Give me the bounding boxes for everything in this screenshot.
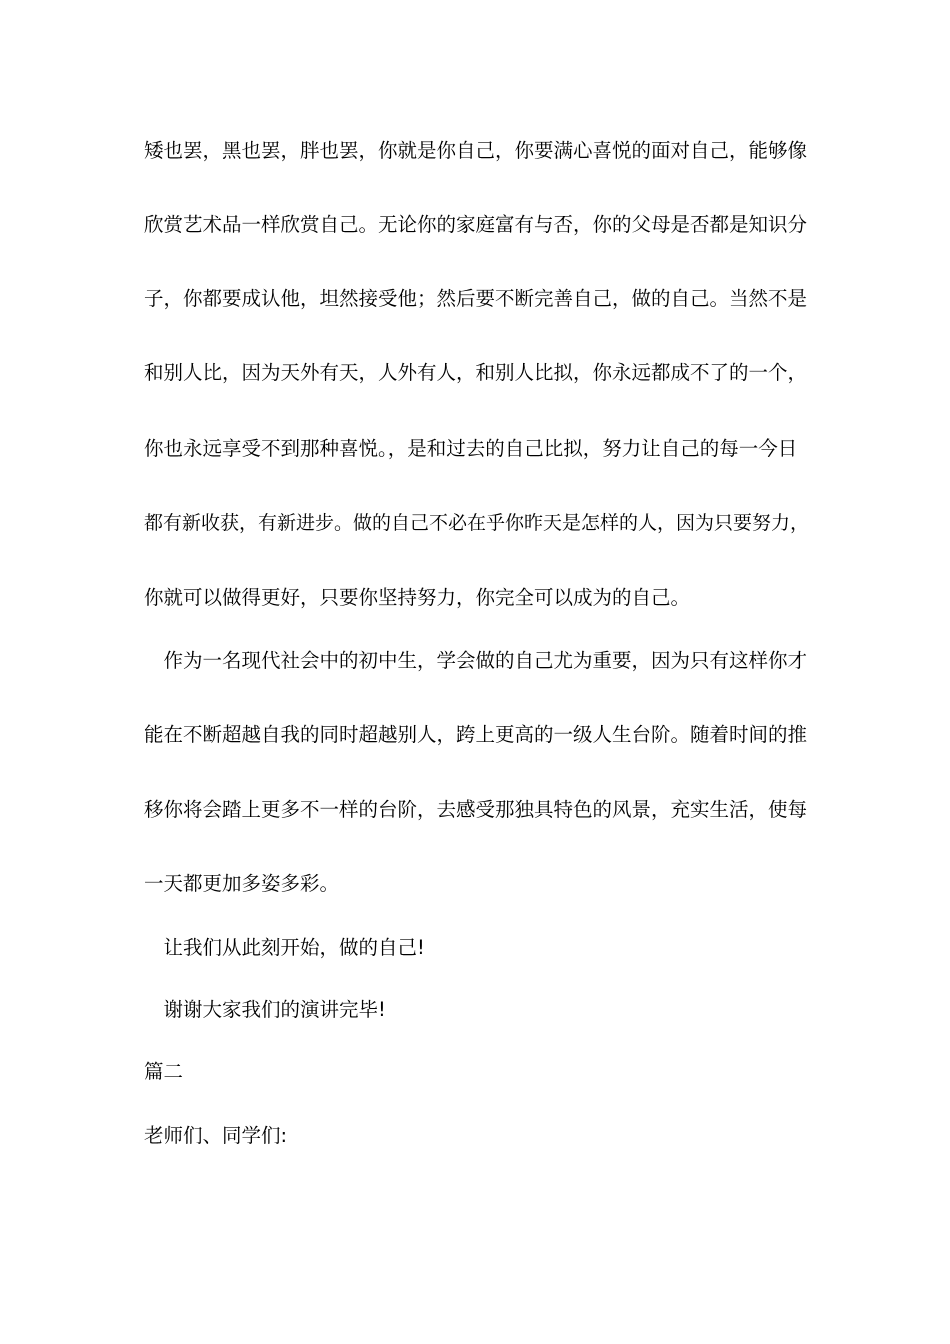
paragraph-line: 谢谢大家我们的演讲完毕!	[144, 998, 386, 1021]
paragraph-line: 你也永远享受不到那种喜悦。，是和过去的自己比拟，努力让自己的每一今日	[144, 437, 798, 460]
paragraph-line: 一天都更加多姿多彩。	[144, 872, 340, 895]
paragraph-line: 矮也罢，黑也罢，胖也罢，你就是你自己，你要满心喜悦的面对自己，能够像	[144, 139, 808, 162]
section-heading: 篇二	[144, 1060, 184, 1083]
salutation-line: 老师们、同学们:	[144, 1124, 288, 1147]
paragraph-line: 作为一名现代社会中的初中生，学会做的自己尤为重要，因为只有这样你才	[144, 649, 808, 672]
paragraph-line: 你就可以做得更好，只要你坚持努力，你完全可以成为的自己。	[144, 586, 691, 609]
paragraph-line: 都有新收获，有新进步。做的自己不必在乎你昨天是怎样的人，因为只要努力，	[144, 512, 810, 534]
paragraph-line: 移你将会踏上更多不一样的台阶，去感受那独具特色的风景，充实生活，使每	[144, 798, 808, 821]
paragraph-line: 子，你都要成认他，坦然接受他；然后要不断完善自己，做的自己。当然不是	[144, 287, 808, 310]
paragraph-line: 让我们从此刻开始，做的自己!	[144, 936, 425, 959]
paragraph-line: 能在不断超越自我的同时超越别人，跨上更高的一级人生台阶。随着时间的推	[144, 723, 808, 746]
paragraph-line: 欣赏艺术品一样欣赏自己。无论你的家庭富有与否，你的父母是否都是知识分	[144, 213, 808, 236]
paragraph-line: 和别人比，因为天外有天，人外有人，和别人比拟，你永远都成不了的一个，	[144, 361, 808, 384]
